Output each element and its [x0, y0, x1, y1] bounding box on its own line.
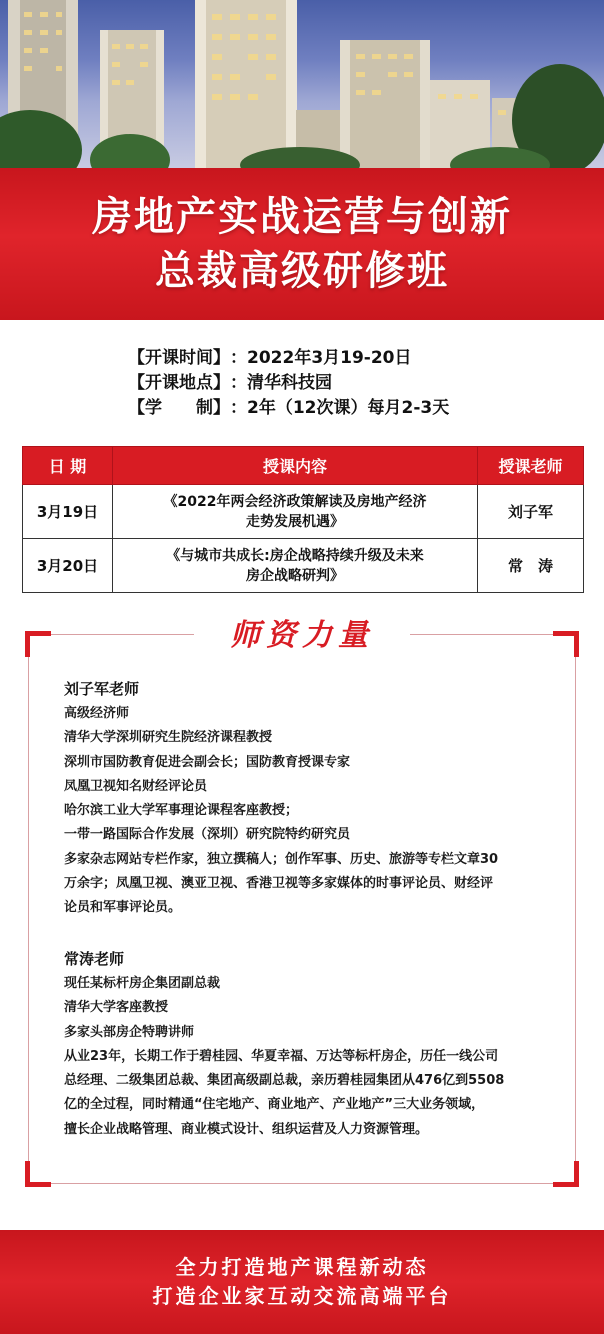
bio-line: 凤凰卫视知名财经评论员: [64, 778, 208, 794]
title-line-2: 总裁高级研修班: [155, 248, 449, 294]
row-content: [113, 485, 478, 539]
bio-line: 万余字；凤凰卫视、澳亚卫视、香港卫视等多家媒体的时事评论员、财经评: [64, 876, 494, 892]
info-label: 【开课时间】: [128, 348, 230, 368]
row-teacher: 刘子军: [478, 485, 584, 539]
row-date: 3月19日: [23, 485, 113, 539]
bio-line: 深圳市国防教育促进会副会长；国防教育授课专家: [64, 754, 351, 770]
bio-line: 多家杂志网站专栏作家，独立撰稿人；创作军事、历史、旅游等专栏文章30: [64, 851, 499, 867]
header-teacher: 授课老师: [478, 447, 584, 485]
bio-line: 擅长企业战略管理、商业模式设计、组织运营及人力资源管理。: [64, 1121, 429, 1137]
frame-corner-decoration: [553, 1161, 579, 1187]
info-value: ：2年（12次课）每月2-3天: [230, 398, 450, 418]
hero-skyline-image: [0, 0, 604, 170]
info-label: 【学 制】: [128, 398, 230, 418]
row-teacher: 常 涛: [478, 539, 584, 593]
header-date: 日 期: [23, 447, 113, 485]
bio-line: 清华大学深圳研究生院经济课程教授: [64, 730, 273, 746]
bio-line: 论员和军事评论员。: [64, 900, 182, 916]
schedule-table: [22, 446, 584, 593]
info-row-location: [128, 371, 568, 396]
table-row: [23, 539, 584, 593]
frame-corner-decoration: [25, 631, 51, 657]
teacher-name: 常涛老师: [64, 950, 125, 968]
row-date: 3月20日: [23, 539, 113, 593]
row-content-line: 房企战略研判》: [246, 567, 344, 584]
row-content-line: 走势发展机遇》: [246, 513, 344, 530]
header-content: 授课内容: [113, 447, 478, 485]
row-content-line: 《与城市共成长:房企战略持续升级及未来: [166, 547, 424, 564]
skyline-illustration: [0, 0, 604, 170]
bio-line: 现任某标杆房企集团副总裁: [64, 976, 221, 991]
info-label: 【开课地点】: [128, 373, 230, 393]
bio-line: 高级经济师: [64, 706, 130, 721]
bio-line: 一带一路国际合作发展（深圳）研究院特约研究员: [64, 827, 351, 843]
info-value: ：清华科技园: [230, 373, 332, 393]
teacher-bio-liu: [64, 678, 564, 921]
row-content-line: 《2022年两会经济政策解读及房地产经济: [163, 493, 427, 510]
frame-corner-decoration: [25, 1161, 51, 1187]
bio-line: 哈尔滨工业大学军事理论课程客座教授；: [64, 803, 299, 819]
row-content: [113, 539, 478, 593]
bio-line: 亿的全过程，同时精通“住宅地产、商业地产、产业地产”三大业务领域，: [64, 1097, 485, 1113]
title-banner: [0, 168, 604, 320]
course-info: [128, 346, 568, 421]
bio-line: 多家头部房企特聘讲师: [64, 1024, 195, 1040]
bio-line: 清华大学客座教授: [64, 1000, 169, 1016]
table-row: [23, 485, 584, 539]
frame-corner-decoration: [553, 631, 579, 657]
teacher-name: 刘子军老师: [64, 680, 140, 698]
teacher-bio-chang: [64, 948, 564, 1142]
bio-line: 总经理、二级集团总裁、集团高级副总裁，亲历碧桂园集团从476亿到5508: [64, 1073, 505, 1089]
bio-line: 从业23年，长期工作于碧桂园、华夏幸福、万达等标杆房企，历任一线公司: [64, 1048, 499, 1064]
footer-slogan-1: 全力打造地产课程新动态: [175, 1255, 429, 1279]
info-value: ：2022年3月19-20日: [230, 348, 412, 368]
info-row-duration: [128, 396, 568, 421]
footer-slogan-2: 打造企业家互动交流高端平台: [152, 1284, 452, 1308]
table-header-row: [23, 447, 584, 485]
title-line-1: 房地产实战运营与创新: [92, 194, 512, 240]
footer-banner: [0, 1230, 604, 1334]
faculty-section-title: 师资力量: [194, 614, 410, 658]
info-row-time: [128, 346, 568, 371]
